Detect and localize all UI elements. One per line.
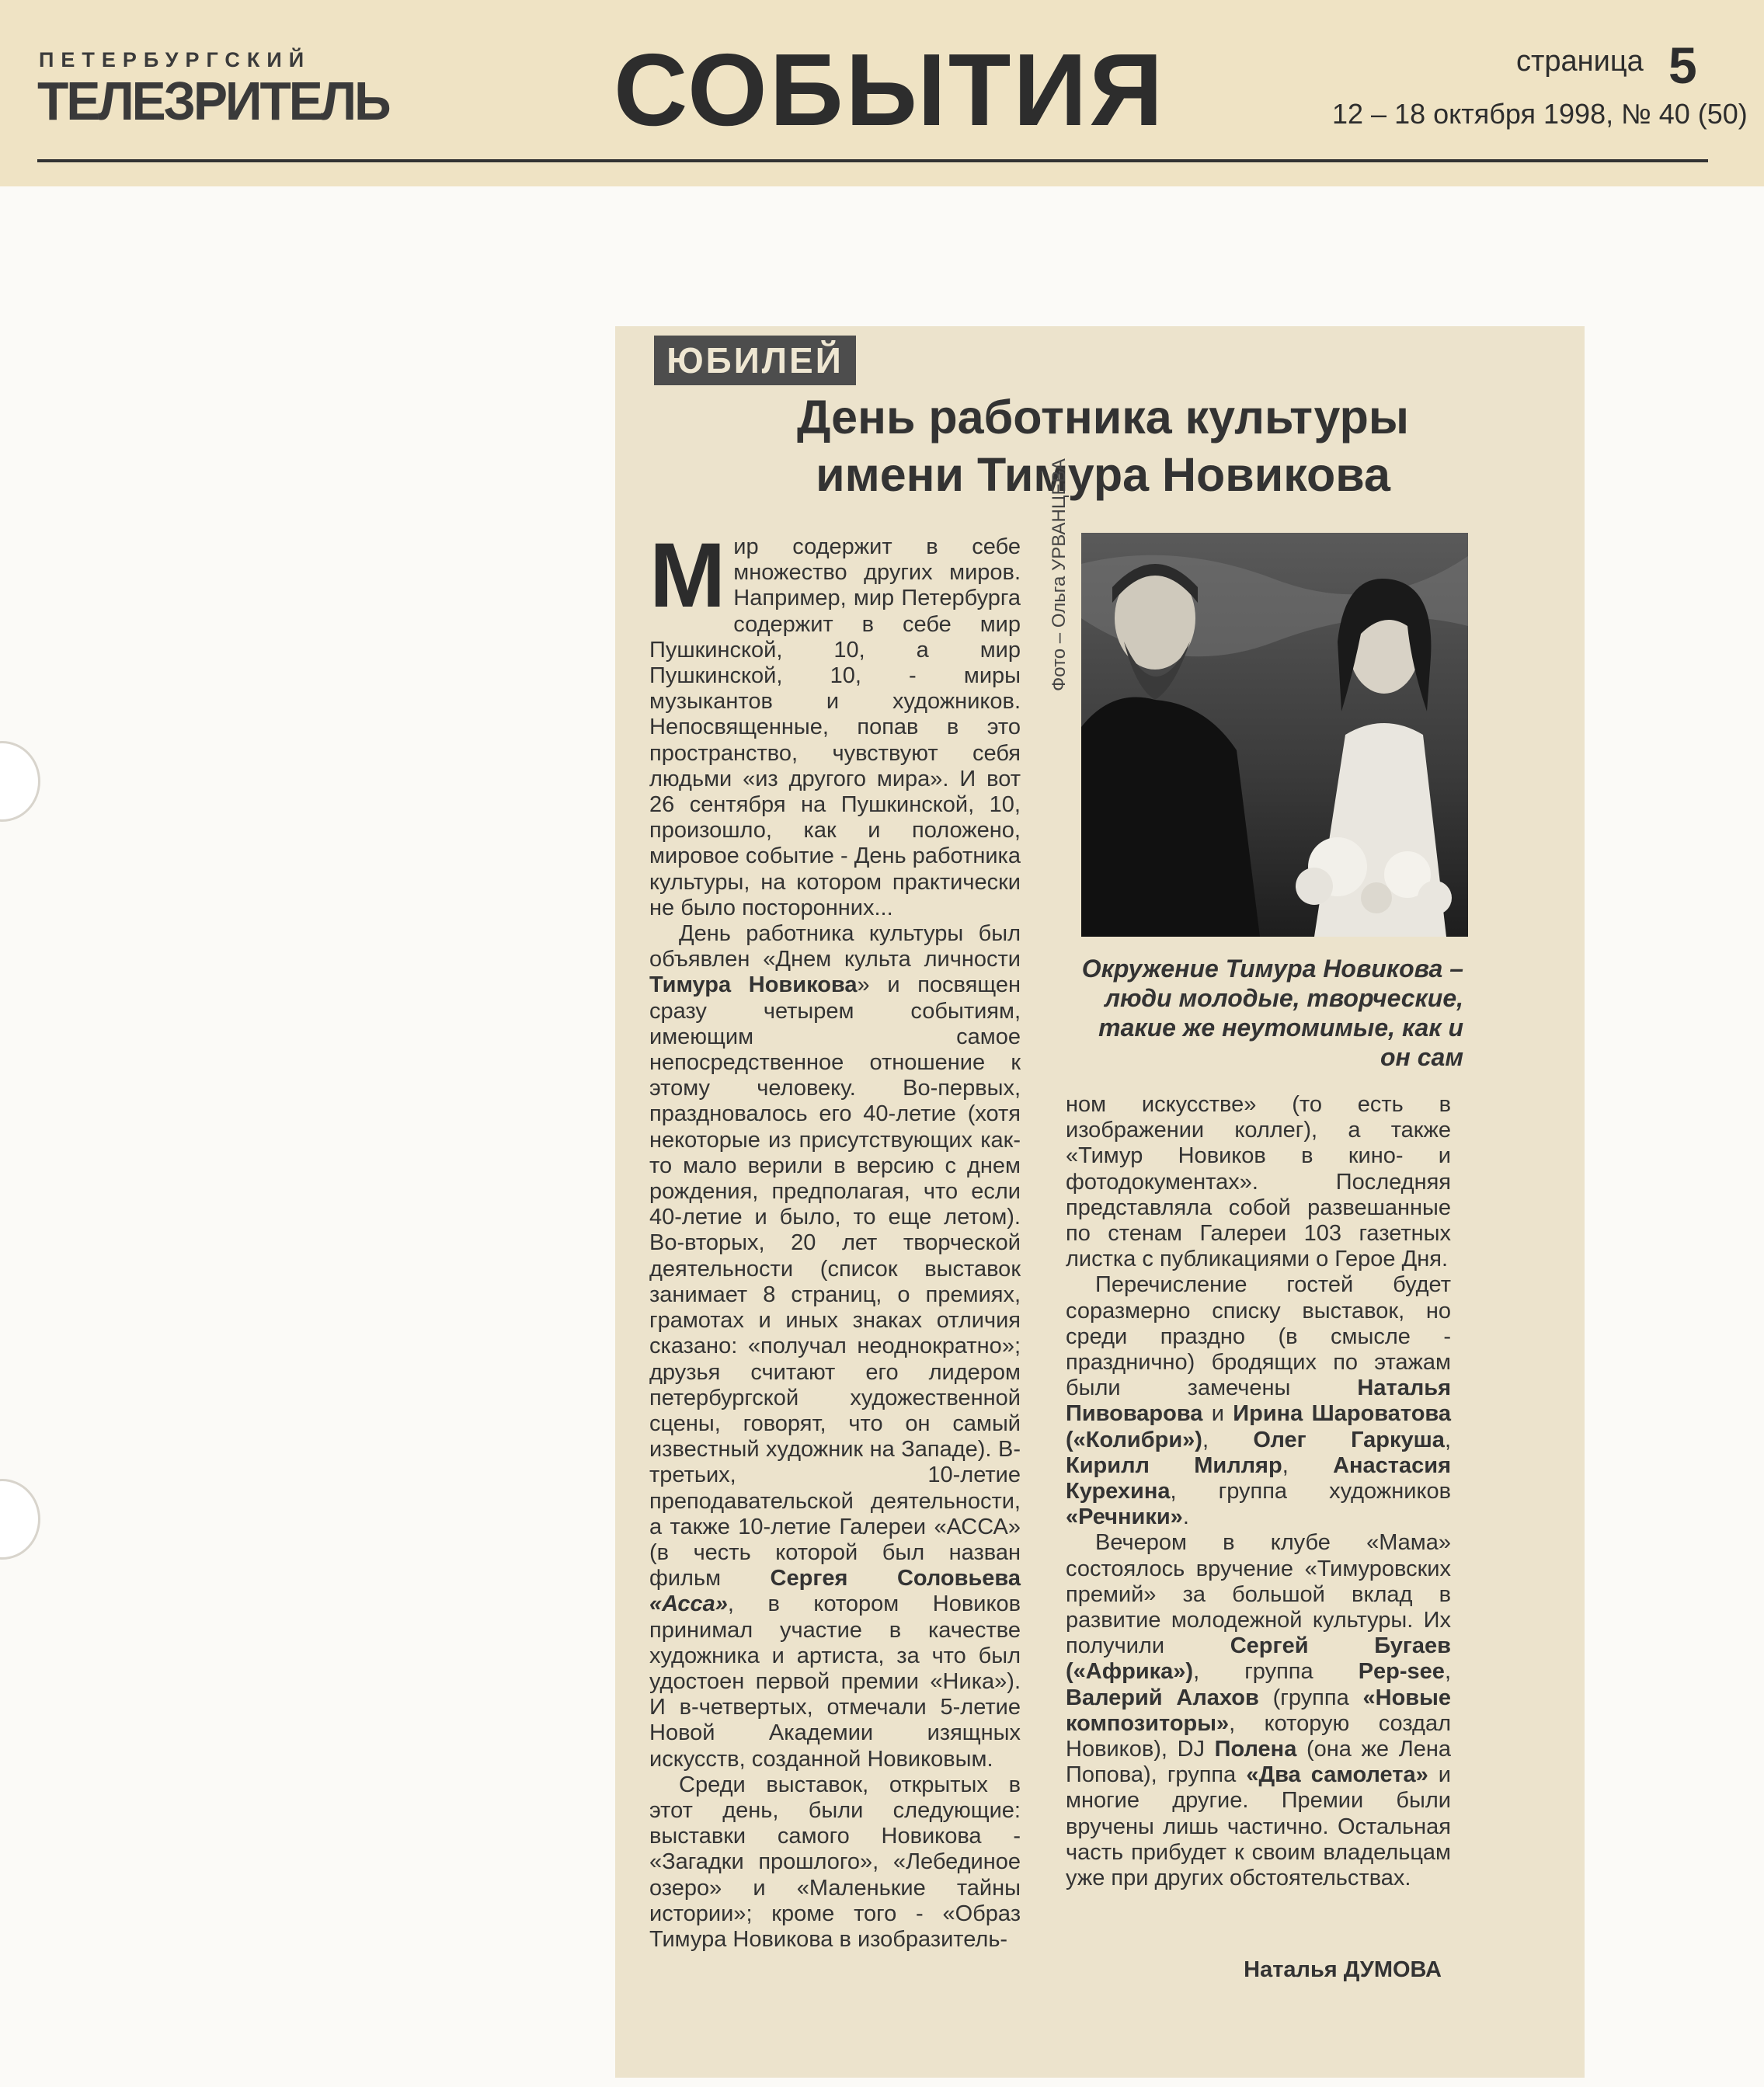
binder-hole [0,1479,40,1560]
headline-line-1: День работника культуры [796,391,1410,443]
photo-image [1081,533,1468,937]
header-rule [37,159,1708,162]
paragraph: Среди выставок, открытых в этот день, были следующие: выставки самого Новикова - «Загадки прошлого», «Лебединое озеро» и «Маленькие тайны истории»; кроме того - «Образ Тимура Новикова в изобразитель- [649,1772,1021,1952]
article-photo [1081,533,1468,937]
paragraph-continued: ном искусстве» (то есть в изображении коллег), а также «Тимур Новиков в кино- и фотодокументах». Последняя представляла собой развешанные по стенам Галереи 103 газетных листка с публикациями о Герое Дня. [1066,1092,1451,1272]
rubric-label: ЮБИЛЕЙ [654,336,856,385]
binder-hole [0,741,40,822]
page-number: 5 [1668,37,1697,94]
article-column-right [1066,1092,1451,1891]
paragraph: Перечисление гостей будет соразмерно списку выставок, но среди праздно (в смысле - празднично) бродящих по этажам были замечены Наталья Пивоварова и Ирина Шароватова («Колибри»), Олег Гаркуша, Кирилл Милляр, Анастасия Курехина, группа художников «Речники». [1066,1272,1451,1530]
article-column-left [649,524,1021,1953]
byline: Наталья ДУМОВА [1244,1957,1442,1982]
masthead-top: ПЕТЕРБУРГСКИЙ [39,48,311,71]
photo-credit: Фото – Ольга УРВАНЦЕВА [1049,458,1070,691]
drop-cap: М [649,524,726,627]
issue-date: 12 – 18 октября 1998, № 40 (50) [1332,98,1748,130]
page-label: страница [1516,45,1644,78]
masthead-logo: ТЕЛЕЗРИТЕЛЬ [37,71,389,131]
article-headline [637,388,1569,503]
photo-caption: Окружение Тимура Новикова – люди молодые, творческие, такие же неутомимые, как и он сам [1081,955,1463,1071]
paragraph: День работника культуры был объявлен «Днем культа личности Тимура Новикова» и посвящен сразу четырем событиям, имеющим самое непосредственное отношение к этому человеку. Во-первых, праздновалось его 40-летие (хотя некоторые из присутствующих как-то мало верили в версию с днем рождения, предполагая, что если 40-летие и было, то еще летом). Во-вторых, 20 лет творческой деятельности (список выставок занимает 8 страниц, о премиях, грамотах и иных знаках отличия сказано: «получал неоднократно»; друзья считают его лидером петербургской художественной сцены, говорят, что он самый известный художник на Западе). В-третьих, 10-летие преподавательской деятельности, а также 10-летие Галереи «АССА» (в честь которой был назван фильм Сергея Соловьева «Асса», в котором Новиков принимал участие в качестве художника и артиста, за что был удостоен первой премии «Ника»). И в-четвертых, отмечали 5-летие Новой Академии изящных искусств, созданной Новиковым. [649,921,1021,1772]
headline-line-2: имени Тимура Новикова [816,448,1390,501]
section-title: СОБЫТИЯ [614,33,1166,147]
paragraph-intro: Мир содержит в себе множество других миров. Например, мир Петербурга содержит в себе мир Пушкинской, 10, а мир Пушкинской, 10, - миры музыкантов и художников. Непосвященные, попав в это пространство, чувствуют себя людьми «из другого мира». И вот 26 сентября на Пушкинской, 10, произошло, как и положено, мировое событие - День работника культуры, на котором практически не было посторонних... [649,524,1021,920]
paragraph: Вечером в клубе «Мама» состоялось вручение «Тимуровских премий» за большой вклад в развитие молодежной культуры. Их получили Сергей Бугаев («Африка»), группа Pep-see, Валерий Алахов (группа «Новые композиторы», которую создал Новиков), DJ Полена (она же Лена Попова), группа «Два самолета» и многие другие. Премии были вручены лишь частично. Остальная часть прибудет к своим владельцам уже при других обстоятельствах. [1066,1530,1452,1891]
header-strip [0,0,1764,186]
